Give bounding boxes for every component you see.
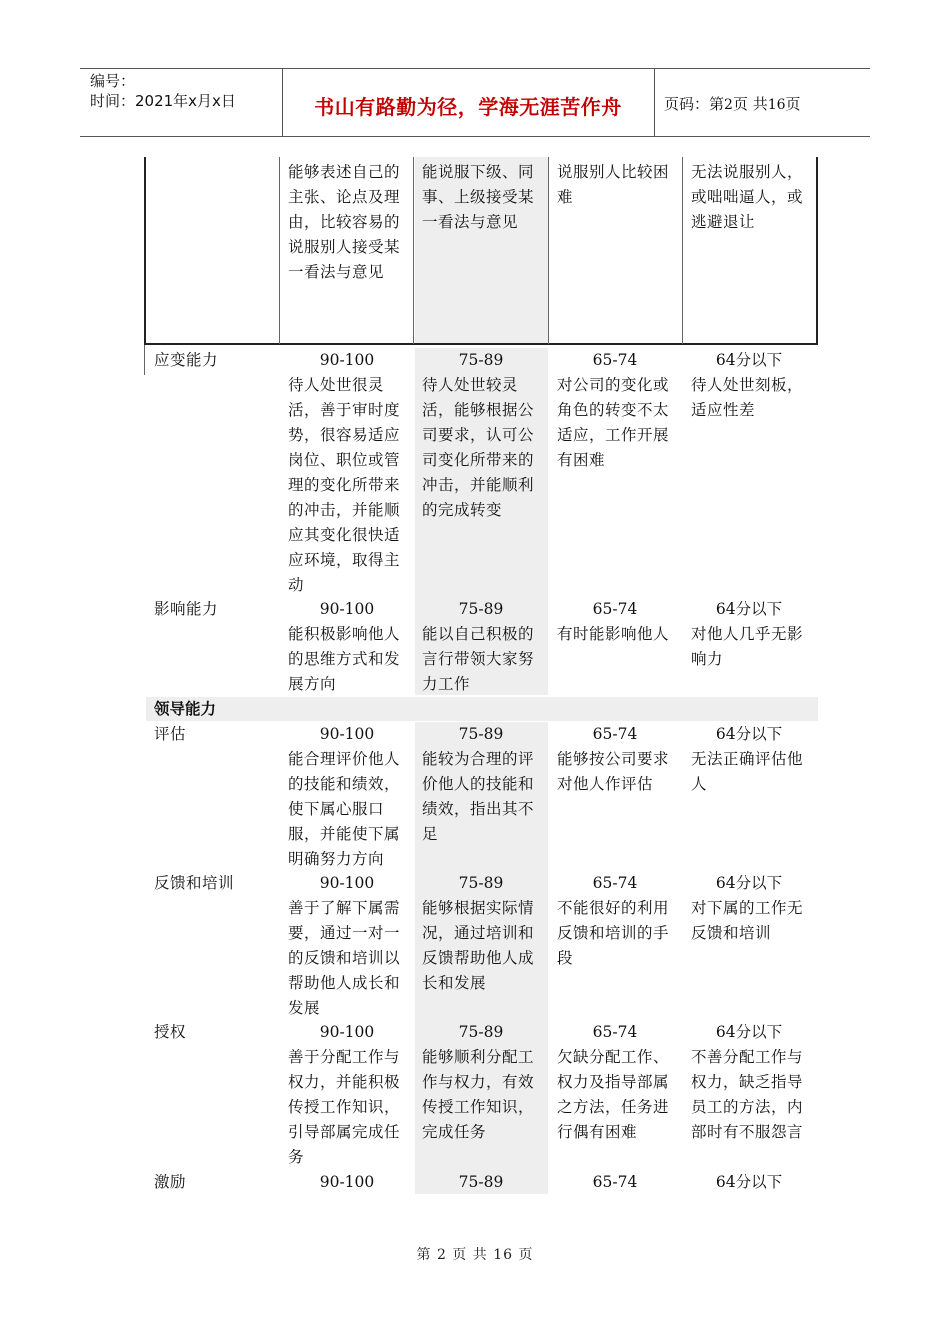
table-cell: 能合理评价他人的技能和绩效，使下属心服口服，并能使下属明确努力方向: [288, 750, 401, 868]
table-border: [682, 157, 683, 344]
table-border: [144, 343, 818, 345]
page-mid: 页 共: [732, 95, 768, 113]
score-range: 65-74: [592, 725, 638, 743]
table-cell: 待人处世很灵活，善于审时度势，很容易适应岗位、职位或管理的变化所带来的冲击，并能顺应其变化很快适应环境，取得主动: [288, 376, 401, 594]
table-border: [144, 345, 145, 375]
score-range: 75-89: [458, 874, 504, 892]
page-current: 2: [724, 97, 733, 113]
score-range: 64分以下: [715, 1023, 783, 1041]
score-range: 75-89: [458, 1173, 504, 1191]
page-total: 16: [767, 97, 786, 113]
table-cell: 不善分配工作与权力，缺乏指导员工的方法，内部时有不服怨言: [691, 1048, 804, 1141]
table-cell: 无法说服别人，或咄咄逼人，或逃避退让: [691, 163, 804, 231]
page-prefix: 页码：第: [664, 95, 725, 113]
table-cell: 不能很好的利用反馈和培训的手段: [557, 899, 670, 967]
page-footer: 第 2 页 共 16 页: [416, 1247, 534, 1263]
score-range: 75-89: [458, 1023, 504, 1041]
table-cell: 欠缺分配工作、权力及指导部属之方法，任务进行偶有困难: [557, 1048, 670, 1141]
table-border: [279, 157, 280, 344]
score-range: 75-89: [458, 600, 504, 618]
table-cell: 有时能影响他人: [557, 625, 670, 643]
table-border: [816, 157, 818, 345]
score-range: 65-74: [592, 874, 638, 892]
table-cell: 对公司的变化或角色的转变不太适应，工作开展有困难: [557, 376, 670, 469]
table-cell: 能够按公司要求对他人作评估: [557, 750, 670, 793]
section-bar: [146, 697, 818, 721]
table-cell: 能较为合理的评价他人的技能和绩效，指出其不足: [422, 750, 535, 843]
score-range: 65-74: [592, 1173, 638, 1191]
row-label: 授权: [154, 1023, 187, 1041]
score-range: 90-100: [319, 1173, 375, 1191]
table-cell: 能说服下级、同事、上级接受某一看法与意见: [422, 163, 535, 231]
score-range: 65-74: [592, 351, 638, 369]
table-border: [548, 157, 549, 344]
table-cell: 待人处世刻板，适应性差: [691, 376, 804, 419]
score-range: 65-74: [592, 600, 638, 618]
table-cell: 善于了解下属需要，通过一对一的反馈和培训以帮助他人成长和发展: [288, 899, 401, 1017]
row-label: 应变能力: [154, 351, 219, 369]
score-range: 90-100: [319, 600, 375, 618]
score-range: 90-100: [319, 874, 375, 892]
table-cell: 待人处世较灵活，能够根据公司要求，认可公司变化所带来的冲击，并能顺利的完成转变: [422, 376, 535, 519]
table-cell: 对下属的工作无反馈和培训: [691, 899, 804, 942]
page-suffix: 页: [785, 95, 801, 113]
row-label: 反馈和培训: [154, 874, 235, 892]
table-cell: 善于分配工作与权力，并能积极传授工作知识，引导部属完成任务: [288, 1048, 401, 1166]
header-page-number: [664, 93, 801, 114]
score-range: 90-100: [319, 725, 375, 743]
code-label: 编号：: [90, 72, 136, 90]
table-cell: 能积极影响他人的思维方式和发展方向: [288, 625, 401, 693]
score-range: 65-74: [592, 1023, 638, 1041]
header-motto: 书山有路勤为径，学海无涯苦作舟: [314, 95, 622, 119]
score-range: 64分以下: [715, 874, 783, 892]
header-divider: [654, 69, 655, 136]
table-cell: 无法正确评估他人: [691, 750, 804, 793]
score-range: 64分以下: [715, 351, 783, 369]
table-cell: 能够顺利分配工作与权力，有效传授工作知识，完成任务: [422, 1048, 535, 1141]
table-cell: 能以自己积极的言行带领大家努力工作: [422, 625, 535, 693]
header-meta: [90, 71, 236, 111]
table-cell: 说服别人比较困难: [557, 163, 670, 206]
row-label: 评估: [154, 725, 187, 743]
score-range: 90-100: [319, 351, 375, 369]
date-label: 时间：2021年x月x日: [90, 92, 236, 110]
row-label: 影响能力: [154, 600, 219, 618]
table-cell: 能够表述自己的主张、论点及理由，比较容易的说服别人接受某一看法与意见: [288, 163, 401, 281]
score-range: 90-100: [319, 1023, 375, 1041]
page-header: [80, 68, 870, 137]
section-title: 领导能力: [154, 700, 217, 718]
score-range: 75-89: [458, 351, 504, 369]
score-range: 64分以下: [715, 600, 783, 618]
table-cell: 能够根据实际情况，通过培训和反馈帮助他人成长和发展: [422, 899, 535, 992]
table-cell: 对他人几乎无影响力: [691, 625, 804, 668]
row-label: 激励: [154, 1173, 187, 1191]
score-range: 64分以下: [715, 725, 783, 743]
score-range: 64分以下: [715, 1173, 783, 1191]
table-border: [413, 157, 414, 344]
table-border: [144, 157, 146, 345]
score-range: 75-89: [458, 725, 504, 743]
